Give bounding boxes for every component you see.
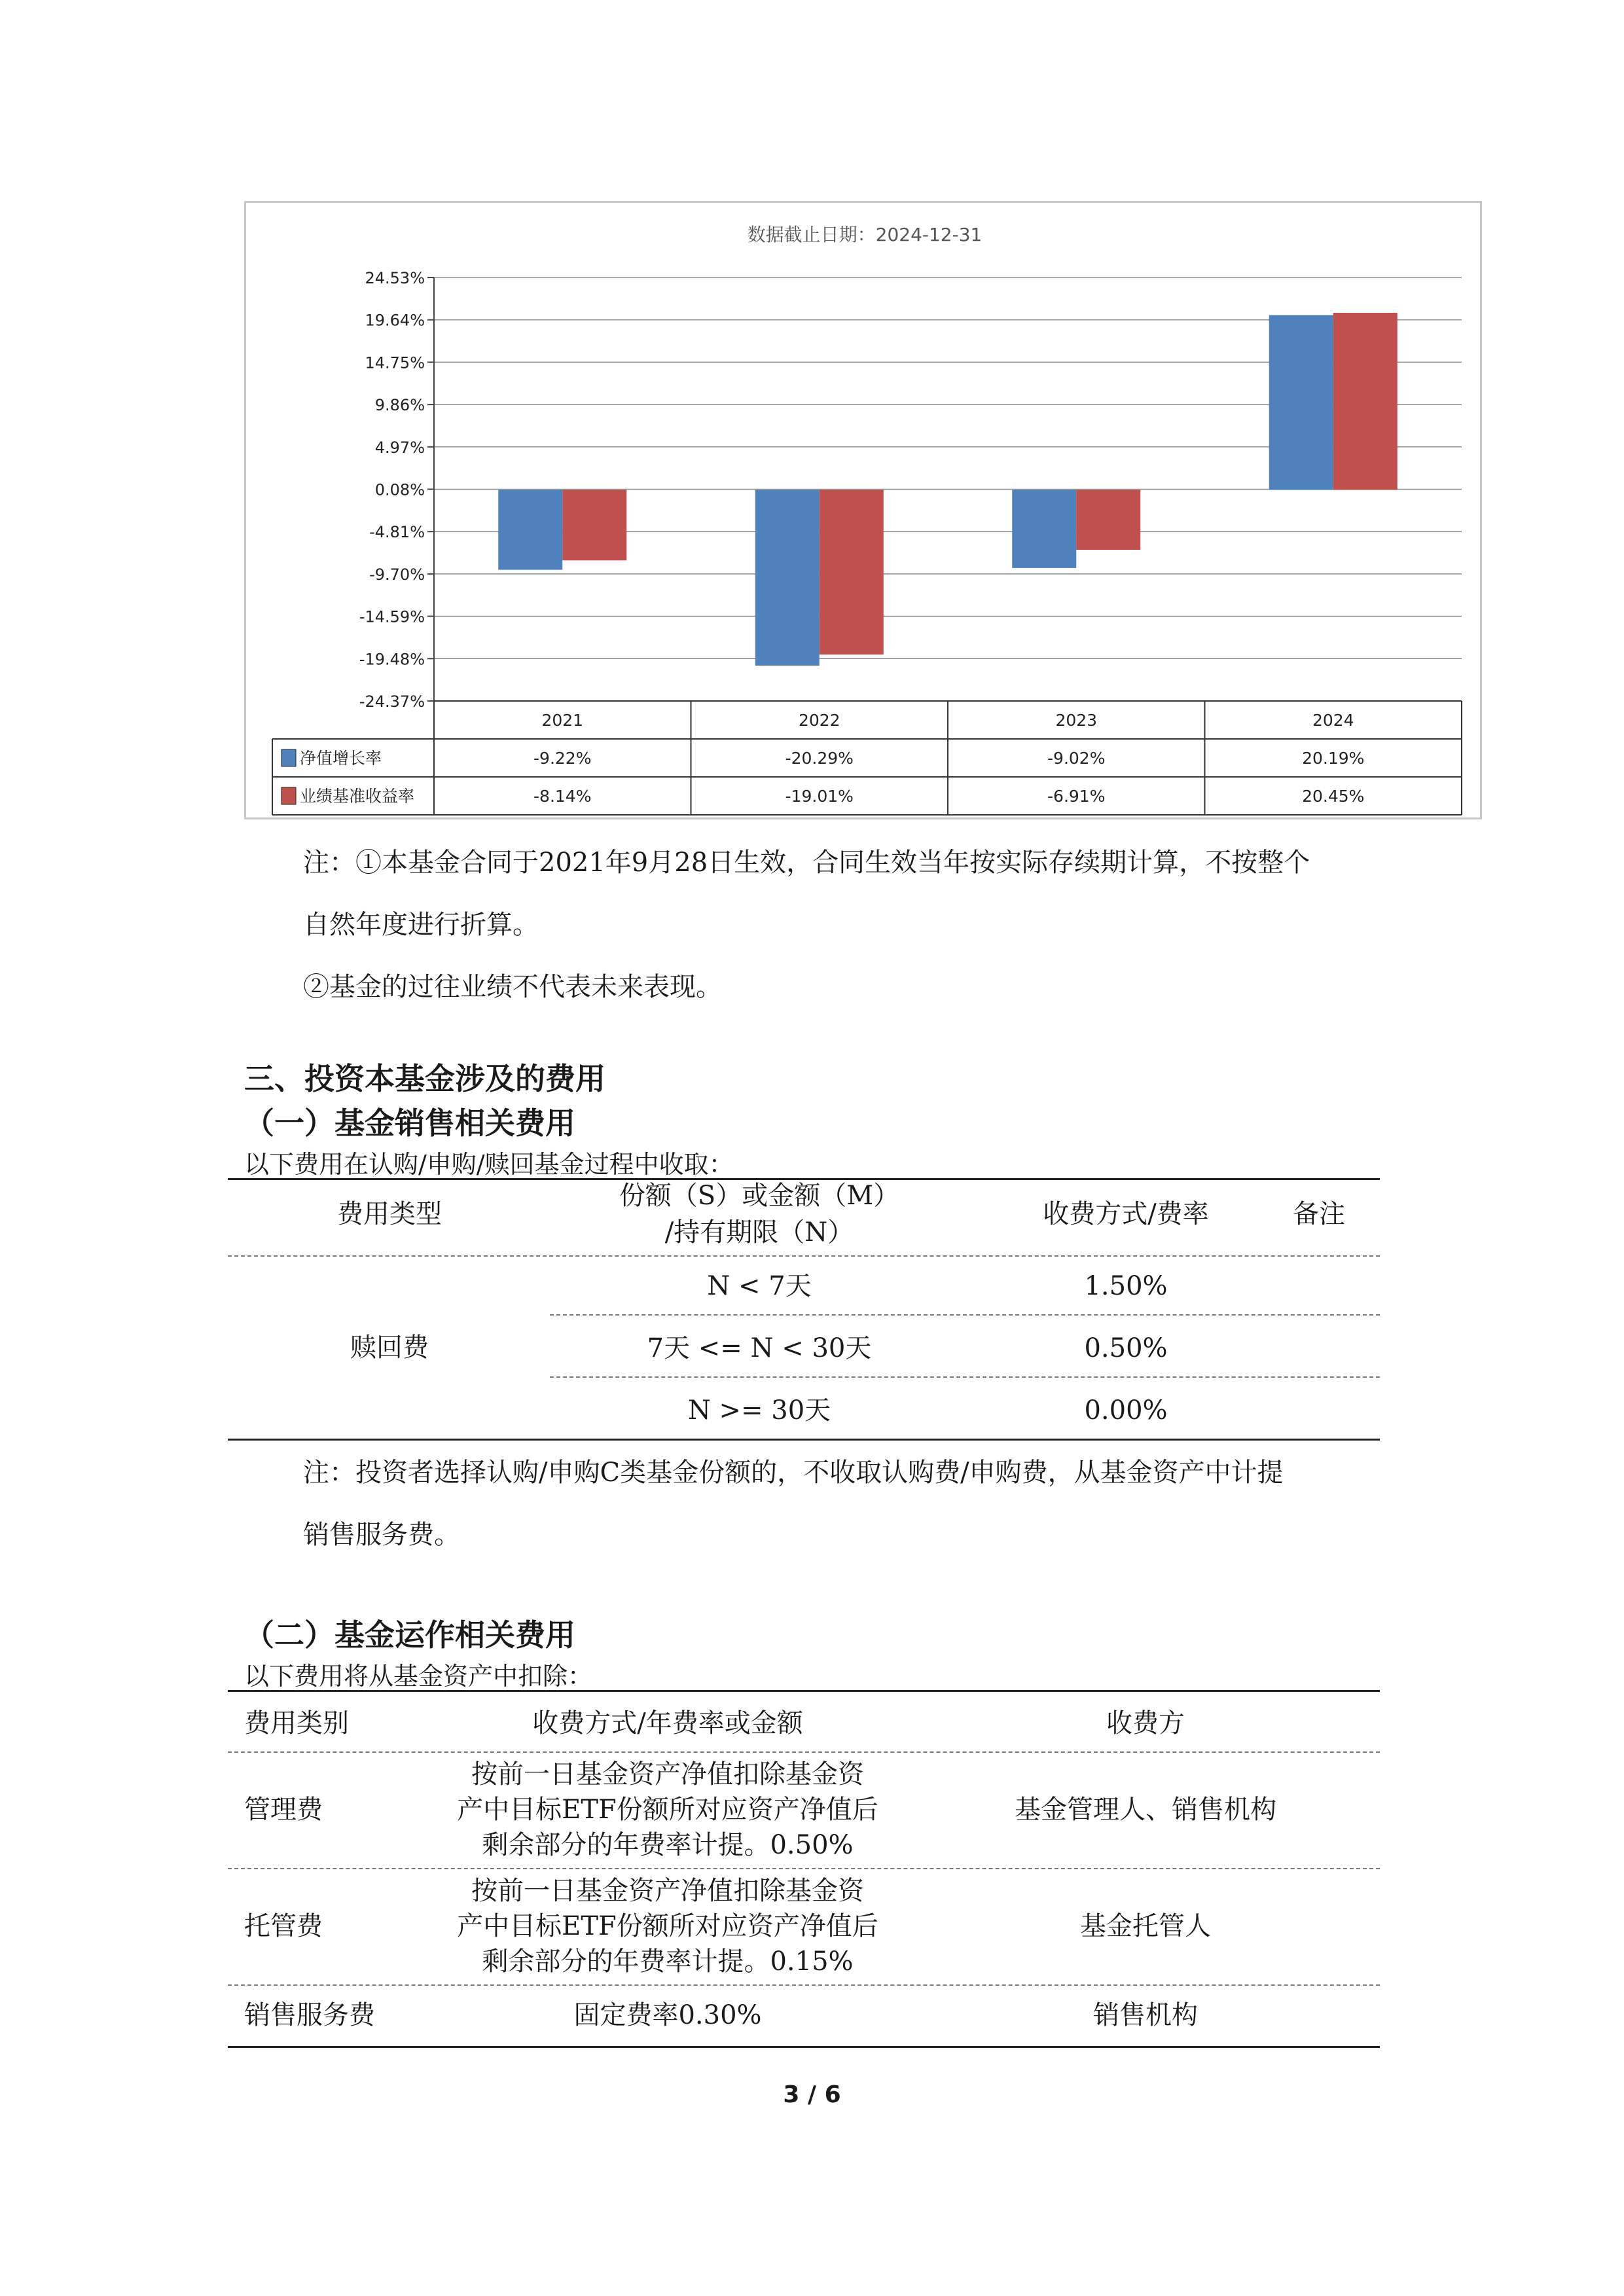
header-rule [228,1751,1380,1753]
y-tick-label: 24.53% [365,269,425,287]
legend-swatch [281,787,296,804]
bar-nav-growth-2024 [1269,315,1333,490]
row-service-payee: 销售机构 [1093,2000,1198,2030]
header-method: 收费方式/年费率或金额 [532,1708,803,1738]
table-bottom-rule [228,1439,1380,1441]
table-bottom-rule [228,2046,1380,2048]
y-tick-label: 4.97% [374,438,425,457]
section-title: 三、投资本基金涉及的费用 [244,1061,605,1096]
data-label: -8.14% [533,787,592,806]
data-label: -9.22% [533,749,592,768]
chart-note-1-line-1: 注：①本基金合同于2021年9月28日生效，合同生效当年按实际存续期计算，不按整个 [303,848,1310,878]
subsection-2-title: （二）基金运作相关费用 [244,1617,575,1653]
chart-canvas [246,203,1484,821]
bar-benchmark-2024 [1333,313,1398,490]
header-method: 收费方式/费率 [1043,1199,1209,1229]
sales-fee-note-line-1: 注：投资者选择认购/申购C类基金份额的，不收取认购费/申购费，从基金资产中计提 [303,1458,1284,1488]
header-amount-line-2: /持有期限（N） [664,1217,854,1247]
header-category: 费用类别 [244,1708,349,1738]
data-label: -19.01% [785,787,854,806]
header-fee-type: 费用类型 [337,1199,442,1229]
row-custody-method-line-1: 按前一日基金资产净值扣除基金资 [471,1876,864,1906]
row-rule [228,1984,1380,1986]
y-tick-label: 19.64% [365,311,425,330]
bar-nav-growth-2022 [755,490,820,666]
header-remark: 备注 [1293,1199,1345,1229]
y-tick-label: 0.08% [374,480,425,499]
y-tick-label: 14.75% [365,353,425,372]
row-custody-method-line-2: 产中目标ETF份额所对应资产净值后 [457,1911,878,1941]
row-management-method-line-3: 剩余部分的年费率计提。0.50% [482,1830,854,1860]
row-custody-fee-name: 托管费 [244,1911,323,1941]
chart-note-1-line-2: 自然年度进行折算。 [303,910,539,940]
y-tick-label: -24.37% [359,692,425,711]
bar-benchmark-2023 [1076,490,1140,550]
sales-fee-note-line-2: 销售服务费。 [303,1520,460,1550]
row-1-period: N < 7天 [707,1271,812,1301]
row-service-fee-name: 销售服务费 [244,2000,375,2030]
bar-nav-growth-2023 [1012,490,1076,568]
y-tick-label: -14.59% [359,607,425,626]
row-custody-method-line-3: 剩余部分的年费率计提。0.15% [482,1946,854,1977]
row-2-period: 7天 <= N < 30天 [647,1333,872,1363]
row-3-period: N >= 30天 [687,1395,831,1426]
row-custody-payee: 基金托管人 [1080,1911,1211,1941]
category-label: 2022 [798,711,840,730]
performance-chart [244,201,1482,819]
y-tick-label: -19.48% [359,650,425,669]
bar-benchmark-2021 [562,490,626,561]
subsection-1-title: （一）基金销售相关费用 [244,1105,575,1141]
y-tick-label: 9.86% [374,396,425,415]
y-tick-label: -9.70% [369,565,425,584]
table-top-rule [228,1690,1380,1692]
page-number: 3 / 6 [783,2081,841,2108]
header-rule [228,1255,1380,1257]
header-payee: 收费方 [1106,1708,1185,1738]
legend-label: 业绩基准收益率 [300,787,415,806]
bar-nav-growth-2021 [498,490,562,570]
row-1-rate: 1.50% [1084,1271,1168,1301]
row-service-method: 固定费率0.30% [573,2000,762,2030]
subsection-1-intro: 以下费用在认购/申购/赎回基金过程中收取： [244,1150,734,1179]
chart-note-2: ②基金的过往业绩不代表未来表现。 [303,972,722,1002]
category-label: 2021 [541,711,584,730]
row-3-rate: 0.00% [1084,1395,1168,1426]
data-label: 20.45% [1302,787,1365,806]
row-rule [550,1314,1380,1316]
fee-name-redemption: 赎回费 [350,1333,429,1363]
header-amount-line-1: 份额（S）或金额（M） [619,1181,900,1211]
data-label: -9.02% [1047,749,1106,768]
data-label: -20.29% [785,749,854,768]
bar-benchmark-2022 [820,490,884,655]
subsection-2-intro: 以下费用将从基金资产中扣除： [244,1662,593,1691]
row-2-rate: 0.50% [1084,1333,1168,1363]
data-label: -6.91% [1047,787,1106,806]
row-management-method-line-1: 按前一日基金资产净值扣除基金资 [471,1759,864,1789]
row-rule [228,1868,1380,1869]
row-management-method-line-2: 产中目标ETF份额所对应资产净值后 [457,1795,878,1825]
y-tick-label: -4.81% [369,523,425,542]
category-label: 2023 [1055,711,1098,730]
chart-title: 数据截止日期：2024-12-31 [747,224,983,245]
legend-swatch [281,749,296,766]
row-management-fee-name: 管理费 [244,1795,323,1825]
category-label: 2024 [1312,711,1354,730]
data-label: 20.19% [1302,749,1365,768]
row-management-payee: 基金管理人、销售机构 [1015,1795,1276,1825]
legend-label: 净值增长率 [300,749,382,768]
row-rule [550,1376,1380,1378]
